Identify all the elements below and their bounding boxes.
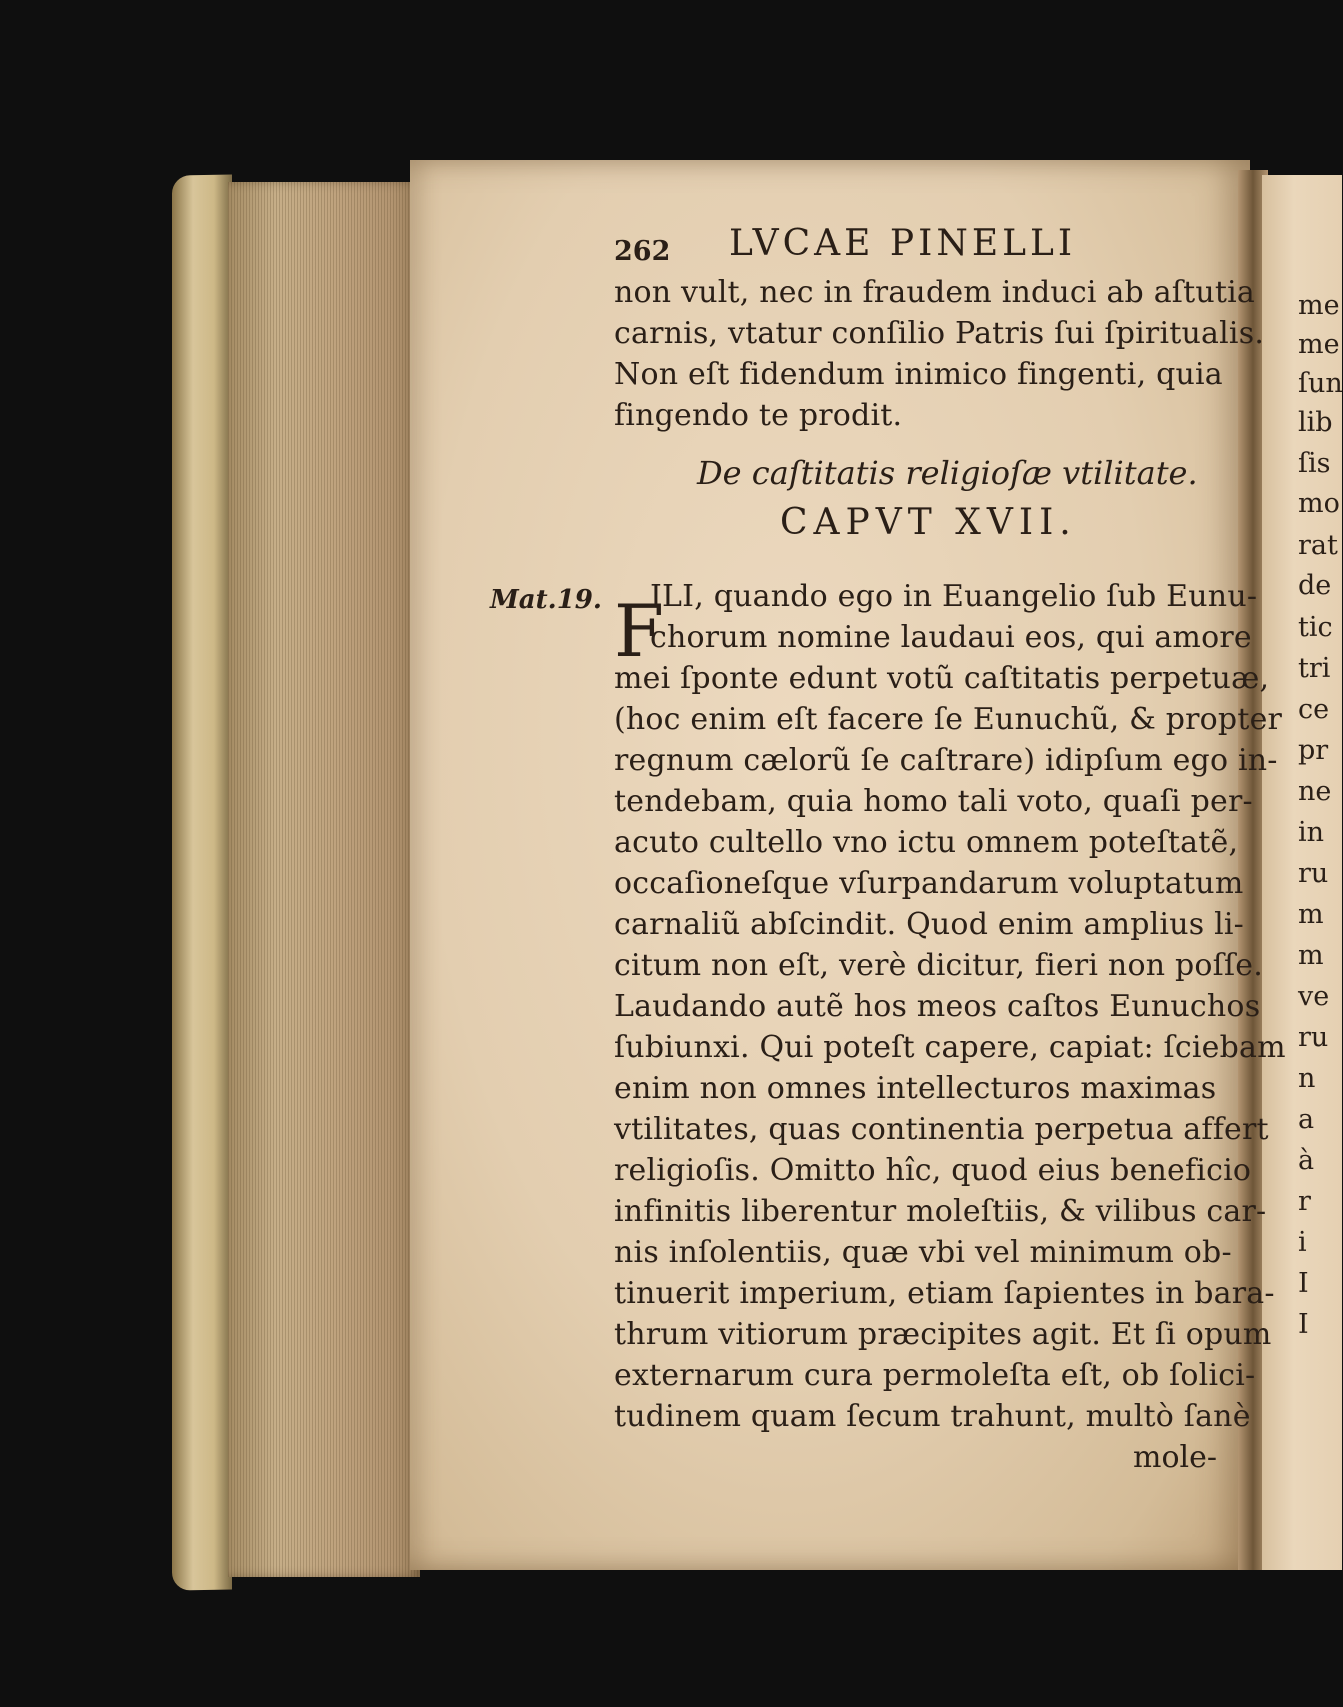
right-page-fragment: me	[1298, 329, 1340, 360]
text-line: chorum nomine laudaui eos, qui amore	[650, 620, 1252, 655]
page-edges	[228, 182, 420, 1577]
right-page-fragment: ve	[1298, 981, 1330, 1012]
text-line: infinitis liberentur moleſtiis, & vilibus car-	[614, 1194, 1267, 1229]
catchword: mole-	[1133, 1440, 1217, 1475]
right-page-fragment: rat	[1298, 530, 1338, 561]
right-page-fragment: m	[1298, 899, 1324, 930]
text-line: ſubiunxi. Qui poteſt capere, capiat: ſciebam	[614, 1030, 1286, 1065]
right-page-fragment: ſis	[1298, 448, 1331, 479]
right-page-fragment: à	[1298, 1145, 1315, 1176]
text-line: Non eſt fidendum inimico fingenti, quia	[614, 357, 1223, 392]
right-page-fragment: I	[1298, 1309, 1309, 1340]
drop-cap: F	[614, 589, 664, 673]
text-line: occaſioneſque vſurpandarum voluptatum	[614, 866, 1244, 901]
text-line: citum non eſt, verè dicitur, fieri non poſſe.	[614, 948, 1263, 983]
text-line: regnum cælorũ ſe caſtrare) idipſum ego in-	[614, 743, 1278, 778]
text-line: thrum vitiorum præcipites agit. Et ſi opum	[614, 1317, 1272, 1352]
right-page-fragment: de	[1298, 570, 1332, 601]
text-line: ILI, quando ego in Euangelio ſub Eunu-	[650, 579, 1258, 614]
chapter-title: De caſtitatis religioſæ vtilitate.	[697, 454, 1198, 492]
right-page-fragment: n	[1298, 1063, 1316, 1094]
right-page-fragment: ru	[1298, 1022, 1329, 1053]
right-page-fragment: in	[1298, 817, 1325, 848]
right-page-fragment: tri	[1298, 653, 1331, 684]
text-line: mei ſponte edunt votũ caſtitatis perpetuæ,	[614, 661, 1270, 696]
book-cover-edge	[172, 174, 232, 1590]
text-line: tinuerit imperium, etiam ſapientes in bara-	[614, 1276, 1275, 1311]
right-page-fragment: a	[1298, 1104, 1315, 1135]
text-line: externarum cura permoleſta eſt, ob ſolici-	[614, 1358, 1256, 1393]
right-page-fragment: ne	[1298, 776, 1332, 807]
text-line: acuto cultello vno ictu omnem poteſtatẽ,	[614, 825, 1239, 860]
right-page-fragment: ru	[1298, 858, 1329, 889]
right-page-fragment: I	[1298, 1268, 1309, 1299]
text-line: tudinem quam ſecum trahunt, multò ſanè	[614, 1399, 1251, 1434]
text-line: enim non omnes intellecturos maximas	[614, 1071, 1217, 1106]
text-line: nis inſolentiis, quæ vbi vel minimum ob-	[614, 1235, 1232, 1270]
right-page-fragment: tic	[1298, 612, 1333, 643]
right-page-fragment: lib	[1298, 407, 1333, 438]
text-line: fingendo te prodit.	[614, 398, 903, 433]
right-page-fragment: mo	[1298, 488, 1340, 519]
right-page-fragment: r	[1298, 1186, 1311, 1217]
text-line: carnaliũ abſcindit. Quod enim amplius li-	[614, 907, 1244, 942]
text-line: (hoc enim eſt facere ſe Eunuchũ, & propter	[614, 702, 1283, 737]
text-line: religioſis. Omitto hîc, quod eius beneficio	[614, 1153, 1252, 1188]
page-number: 262	[614, 236, 671, 267]
text-line: vtilitates, quas continentia perpetua affert	[614, 1112, 1269, 1147]
right-page-fragment: i	[1298, 1227, 1307, 1258]
text-line: carnis, vtatur conſilio Patris ſui ſpiritualis.	[614, 316, 1265, 351]
chapter-number: CAPVT XVII.	[780, 502, 1077, 543]
running-head: LVCAE PINELLI	[729, 223, 1077, 264]
right-page-fragment: m	[1298, 940, 1324, 971]
right-page-fragment: pr	[1298, 735, 1329, 766]
right-page-fragment: ſun	[1298, 368, 1343, 399]
marginal-note: Mat.19.	[490, 585, 602, 615]
right-page-fragment: ce	[1298, 694, 1330, 725]
text-line: tendebam, quia homo tali voto, quaſi per-	[614, 784, 1253, 819]
text-line: Laudando autẽ hos meos caſtos Eunuchos	[614, 989, 1261, 1024]
right-page-fragment: me	[1298, 290, 1340, 321]
text-line: non vult, nec in fraudem induci ab aſtutia	[614, 275, 1255, 310]
